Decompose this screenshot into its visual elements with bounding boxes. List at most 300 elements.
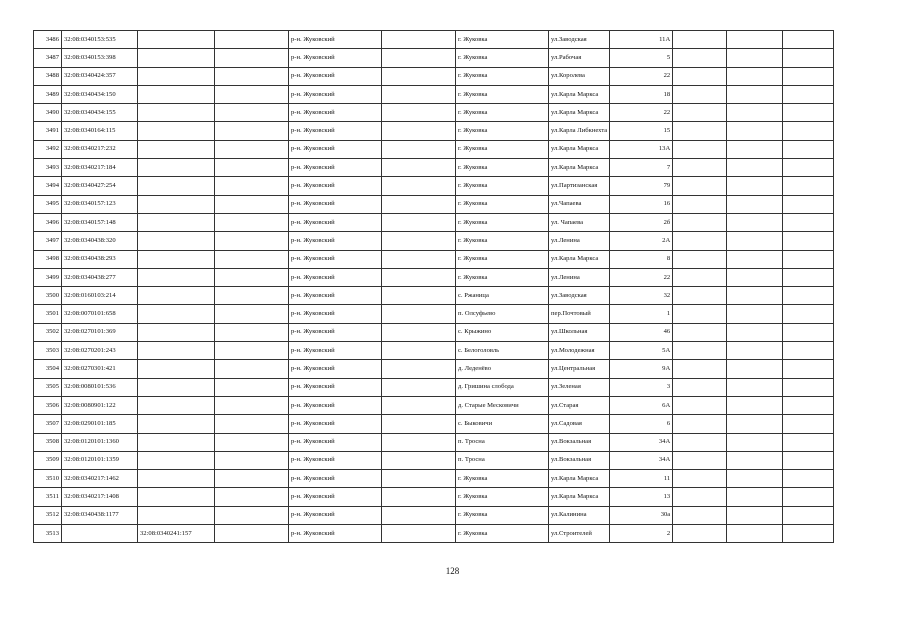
row-number-cell: 3504	[34, 360, 62, 378]
house-number-cell: 11А	[610, 31, 673, 49]
table-row	[34, 85, 834, 103]
row-number-cell: 3490	[34, 104, 62, 122]
row-number-cell: 3488	[34, 67, 62, 85]
table-row	[34, 396, 834, 414]
empty-cell	[215, 323, 289, 341]
empty-cell	[382, 268, 456, 286]
empty-cell	[727, 177, 783, 195]
street-cell: ул.Калинина	[549, 506, 610, 524]
empty-cell	[382, 213, 456, 231]
cadastral-number-cell: 32:08:0270301:421	[62, 360, 138, 378]
empty-cell	[727, 323, 783, 341]
house-number-cell: 13А	[610, 140, 673, 158]
empty-cell	[783, 177, 834, 195]
cadastral-number-cell: 32:08:0340153:398	[62, 49, 138, 67]
empty-cell	[673, 506, 727, 524]
row-number-cell: 3501	[34, 305, 62, 323]
locality-cell: г. Жуковка	[456, 506, 549, 524]
locality-cell: г. Жуковка	[456, 49, 549, 67]
street-cell: ул.Карла Маркса	[549, 85, 610, 103]
table-row	[34, 360, 834, 378]
empty-cell	[673, 488, 727, 506]
empty-cell	[727, 122, 783, 140]
street-cell: ул. Чапаева	[549, 213, 610, 231]
empty-cell	[673, 250, 727, 268]
locality-cell: д. Леденёво	[456, 360, 549, 378]
table-row	[34, 323, 834, 341]
empty-cell	[783, 415, 834, 433]
table-row	[34, 415, 834, 433]
empty-cell	[382, 305, 456, 323]
locality-cell: г. Жуковка	[456, 232, 549, 250]
cadastral-number-cell: 32:08:0340438:1177	[62, 506, 138, 524]
locality-cell: с. Ржаница	[456, 287, 549, 305]
empty-cell	[783, 67, 834, 85]
empty-cell	[783, 360, 834, 378]
empty-cell	[382, 232, 456, 250]
empty-cell	[783, 85, 834, 103]
empty-cell	[382, 433, 456, 451]
cadastral-number-cell: 32:08:0340217:184	[62, 159, 138, 177]
district-cell: р-н. Жуковский	[289, 506, 382, 524]
empty-cell	[215, 159, 289, 177]
previous-cadastral-number-cell	[138, 488, 215, 506]
empty-cell	[673, 342, 727, 360]
previous-cadastral-number-cell	[138, 415, 215, 433]
empty-cell	[673, 451, 727, 469]
locality-cell: г. Жуковка	[456, 213, 549, 231]
previous-cadastral-number-cell	[138, 451, 215, 469]
district-cell: р-н. Жуковский	[289, 268, 382, 286]
house-number-cell: 7	[610, 159, 673, 177]
table-row	[34, 177, 834, 195]
district-cell: р-н. Жуковский	[289, 488, 382, 506]
house-number-cell: 3	[610, 378, 673, 396]
empty-cell	[215, 360, 289, 378]
district-cell: р-н. Жуковский	[289, 85, 382, 103]
empty-cell	[673, 378, 727, 396]
empty-cell	[783, 470, 834, 488]
row-number-cell: 3493	[34, 159, 62, 177]
district-cell: р-н. Жуковский	[289, 323, 382, 341]
empty-cell	[727, 378, 783, 396]
empty-cell	[783, 49, 834, 67]
table-row	[34, 433, 834, 451]
district-cell: р-н. Жуковский	[289, 360, 382, 378]
district-cell: р-н. Жуковский	[289, 177, 382, 195]
house-number-cell: 11	[610, 470, 673, 488]
empty-cell	[215, 488, 289, 506]
table-row	[34, 506, 834, 524]
district-cell: р-н. Жуковский	[289, 396, 382, 414]
empty-cell	[727, 451, 783, 469]
empty-cell	[215, 396, 289, 414]
house-number-cell: 32	[610, 287, 673, 305]
empty-cell	[727, 104, 783, 122]
district-cell: р-н. Жуковский	[289, 470, 382, 488]
empty-cell	[783, 305, 834, 323]
previous-cadastral-number-cell	[138, 506, 215, 524]
empty-cell	[382, 525, 456, 543]
previous-cadastral-number-cell	[138, 378, 215, 396]
empty-cell	[783, 396, 834, 414]
district-cell: р-н. Жуковский	[289, 195, 382, 213]
previous-cadastral-number-cell: 32:08:0340241:157	[138, 525, 215, 543]
empty-cell	[727, 525, 783, 543]
street-cell: ул.Садовая	[549, 415, 610, 433]
empty-cell	[215, 268, 289, 286]
empty-cell	[673, 159, 727, 177]
cadastral-number-cell: 32:08:0340438:277	[62, 268, 138, 286]
empty-cell	[727, 159, 783, 177]
district-cell: р-н. Жуковский	[289, 305, 382, 323]
locality-cell: г. Жуковка	[456, 177, 549, 195]
previous-cadastral-number-cell	[138, 85, 215, 103]
register-rows	[34, 31, 834, 543]
empty-cell	[673, 67, 727, 85]
table-row	[34, 140, 834, 158]
table-row	[34, 488, 834, 506]
empty-cell	[673, 195, 727, 213]
locality-cell: п. Тросна	[456, 433, 549, 451]
table-row	[34, 287, 834, 305]
previous-cadastral-number-cell	[138, 433, 215, 451]
locality-cell: г. Жуковка	[456, 85, 549, 103]
district-cell: р-н. Жуковский	[289, 67, 382, 85]
empty-cell	[215, 104, 289, 122]
house-number-cell: 30а	[610, 506, 673, 524]
empty-cell	[783, 506, 834, 524]
empty-cell	[727, 140, 783, 158]
district-cell: р-н. Жуковский	[289, 31, 382, 49]
district-cell: р-н. Жуковский	[289, 451, 382, 469]
empty-cell	[673, 415, 727, 433]
street-cell: ул.Карла Маркса	[549, 250, 610, 268]
empty-cell	[783, 232, 834, 250]
empty-cell	[783, 104, 834, 122]
cadastral-number-cell: 32:08:0340438:320	[62, 232, 138, 250]
previous-cadastral-number-cell	[138, 159, 215, 177]
empty-cell	[783, 451, 834, 469]
previous-cadastral-number-cell	[138, 213, 215, 231]
empty-cell	[727, 85, 783, 103]
district-cell: р-н. Жуковский	[289, 378, 382, 396]
row-number-cell: 3495	[34, 195, 62, 213]
empty-cell	[727, 268, 783, 286]
empty-cell	[215, 122, 289, 140]
page-number: 128	[445, 566, 460, 576]
empty-cell	[783, 31, 834, 49]
house-number-cell: 34А	[610, 433, 673, 451]
cadastral-number-cell: 32:08:0340153:535	[62, 31, 138, 49]
locality-cell: с. Быковичи	[456, 415, 549, 433]
empty-cell	[215, 213, 289, 231]
street-cell: ул.Карла Маркса	[549, 159, 610, 177]
empty-cell	[215, 85, 289, 103]
previous-cadastral-number-cell	[138, 342, 215, 360]
house-number-cell: 5А	[610, 342, 673, 360]
previous-cadastral-number-cell	[138, 104, 215, 122]
empty-cell	[382, 195, 456, 213]
empty-cell	[673, 104, 727, 122]
empty-cell	[727, 360, 783, 378]
house-number-cell: 16	[610, 195, 673, 213]
empty-cell	[783, 213, 834, 231]
house-number-cell: 22	[610, 67, 673, 85]
house-number-cell: 2А	[610, 232, 673, 250]
cadastral-number-cell: 32:08:0290101:185	[62, 415, 138, 433]
empty-cell	[215, 49, 289, 67]
locality-cell: п. Олсуфьево	[456, 305, 549, 323]
previous-cadastral-number-cell	[138, 195, 215, 213]
street-cell: ул.Карла Маркса	[549, 104, 610, 122]
table-row	[34, 305, 834, 323]
street-cell: ул.Королева	[549, 67, 610, 85]
locality-cell: г. Жуковка	[456, 488, 549, 506]
empty-cell	[215, 67, 289, 85]
table-row	[34, 232, 834, 250]
empty-cell	[783, 195, 834, 213]
empty-cell	[727, 250, 783, 268]
row-number-cell: 3502	[34, 323, 62, 341]
cadastral-number-cell: 32:08:0340164:115	[62, 122, 138, 140]
locality-cell: д. Старые Месковичи	[456, 396, 549, 414]
table-row	[34, 195, 834, 213]
district-cell: р-н. Жуковский	[289, 525, 382, 543]
empty-cell	[215, 195, 289, 213]
district-cell: р-н. Жуковский	[289, 159, 382, 177]
empty-cell	[673, 433, 727, 451]
row-number-cell: 3487	[34, 49, 62, 67]
empty-cell	[215, 433, 289, 451]
register-table	[33, 30, 834, 543]
empty-cell	[727, 470, 783, 488]
empty-cell	[727, 305, 783, 323]
previous-cadastral-number-cell	[138, 67, 215, 85]
empty-cell	[382, 159, 456, 177]
empty-cell	[215, 177, 289, 195]
empty-cell	[673, 360, 727, 378]
row-number-cell: 3499	[34, 268, 62, 286]
locality-cell: г. Жуковка	[456, 159, 549, 177]
house-number-cell: 6А	[610, 396, 673, 414]
locality-cell: г. Жуковка	[456, 31, 549, 49]
table-row	[34, 213, 834, 231]
empty-cell	[215, 342, 289, 360]
empty-cell	[783, 323, 834, 341]
table-row	[34, 31, 834, 49]
empty-cell	[783, 287, 834, 305]
row-number-cell: 3489	[34, 85, 62, 103]
table-row	[34, 451, 834, 469]
house-number-cell: 22	[610, 104, 673, 122]
house-number-cell: 8	[610, 250, 673, 268]
district-cell: р-н. Жуковский	[289, 433, 382, 451]
table-row	[34, 378, 834, 396]
table-row	[34, 250, 834, 268]
previous-cadastral-number-cell	[138, 305, 215, 323]
empty-cell	[783, 159, 834, 177]
locality-cell: п. Тросна	[456, 451, 549, 469]
house-number-cell: 1	[610, 305, 673, 323]
empty-cell	[727, 287, 783, 305]
locality-cell: с. Белоголовль	[456, 342, 549, 360]
street-cell: ул.Карла Маркса	[549, 470, 610, 488]
empty-cell	[382, 31, 456, 49]
locality-cell: г. Жуковка	[456, 104, 549, 122]
street-cell: ул.Рабочая	[549, 49, 610, 67]
cadastral-number-cell: 32:08:0340434:155	[62, 104, 138, 122]
empty-cell	[727, 232, 783, 250]
empty-cell	[783, 140, 834, 158]
row-number-cell: 3498	[34, 250, 62, 268]
street-cell: ул.Ленина	[549, 268, 610, 286]
row-number-cell: 3496	[34, 213, 62, 231]
locality-cell: г. Жуковка	[456, 67, 549, 85]
empty-cell	[727, 433, 783, 451]
house-number-cell: 79	[610, 177, 673, 195]
row-number-cell: 3503	[34, 342, 62, 360]
empty-cell	[783, 525, 834, 543]
empty-cell	[783, 342, 834, 360]
previous-cadastral-number-cell	[138, 122, 215, 140]
cadastral-number-cell: 32:08:0120101:1359	[62, 451, 138, 469]
empty-cell	[783, 433, 834, 451]
row-number-cell: 3507	[34, 415, 62, 433]
row-number-cell: 3506	[34, 396, 62, 414]
house-number-cell: 22	[610, 268, 673, 286]
empty-cell	[215, 250, 289, 268]
row-number-cell: 3510	[34, 470, 62, 488]
empty-cell	[727, 396, 783, 414]
cadastral-number-cell: 32:08:0270101:369	[62, 323, 138, 341]
street-cell: ул.Молодежная	[549, 342, 610, 360]
empty-cell	[382, 67, 456, 85]
house-number-cell: 9А	[610, 360, 673, 378]
locality-cell: с. Крыжино	[456, 323, 549, 341]
cadastral-number-cell: 32:08:0340434:150	[62, 85, 138, 103]
house-number-cell: 13	[610, 488, 673, 506]
empty-cell	[382, 287, 456, 305]
cadastral-number-cell: 32:08:0080101:536	[62, 378, 138, 396]
street-cell: ул.Заводская	[549, 31, 610, 49]
empty-cell	[215, 232, 289, 250]
district-cell: р-н. Жуковский	[289, 250, 382, 268]
empty-cell	[727, 49, 783, 67]
cadastral-number-cell: 32:08:0340427:254	[62, 177, 138, 195]
table-row	[34, 49, 834, 67]
locality-cell: г. Жуковка	[456, 140, 549, 158]
cadastral-number-cell: 32:08:0340217:1462	[62, 470, 138, 488]
empty-cell	[727, 506, 783, 524]
locality-cell: г. Жуковка	[456, 250, 549, 268]
row-number-cell: 3491	[34, 122, 62, 140]
previous-cadastral-number-cell	[138, 177, 215, 195]
empty-cell	[382, 415, 456, 433]
empty-cell	[727, 213, 783, 231]
empty-cell	[673, 122, 727, 140]
district-cell: р-н. Жуковский	[289, 287, 382, 305]
house-number-cell: 2	[610, 525, 673, 543]
row-number-cell: 3497	[34, 232, 62, 250]
empty-cell	[673, 140, 727, 158]
empty-cell	[783, 268, 834, 286]
district-cell: р-н. Жуковский	[289, 140, 382, 158]
empty-cell	[215, 31, 289, 49]
empty-cell	[673, 287, 727, 305]
empty-cell	[382, 342, 456, 360]
row-number-cell: 3494	[34, 177, 62, 195]
row-number-cell: 3512	[34, 506, 62, 524]
empty-cell	[215, 525, 289, 543]
previous-cadastral-number-cell	[138, 396, 215, 414]
empty-cell	[215, 506, 289, 524]
empty-cell	[382, 140, 456, 158]
empty-cell	[382, 85, 456, 103]
empty-cell	[727, 31, 783, 49]
district-cell: р-н. Жуковский	[289, 232, 382, 250]
house-number-cell: 18	[610, 85, 673, 103]
empty-cell	[673, 31, 727, 49]
table-row	[34, 470, 834, 488]
house-number-cell: 6	[610, 415, 673, 433]
locality-cell: г. Жуковка	[456, 268, 549, 286]
cadastral-number-cell	[62, 525, 138, 543]
empty-cell	[382, 250, 456, 268]
previous-cadastral-number-cell	[138, 323, 215, 341]
locality-cell: д. Гришина слобода	[456, 378, 549, 396]
empty-cell	[673, 305, 727, 323]
house-number-cell: 5	[610, 49, 673, 67]
empty-cell	[673, 49, 727, 67]
empty-cell	[215, 305, 289, 323]
locality-cell: г. Жуковка	[456, 470, 549, 488]
table-row	[34, 159, 834, 177]
empty-cell	[727, 67, 783, 85]
row-number-cell: 3486	[34, 31, 62, 49]
district-cell: р-н. Жуковский	[289, 342, 382, 360]
house-number-cell: 15	[610, 122, 673, 140]
cadastral-number-cell: 32:08:0340157:148	[62, 213, 138, 231]
empty-cell	[673, 85, 727, 103]
previous-cadastral-number-cell	[138, 268, 215, 286]
cadastral-number-cell: 32:08:0160103:214	[62, 287, 138, 305]
empty-cell	[382, 396, 456, 414]
street-cell: ул.Строителей	[549, 525, 610, 543]
empty-cell	[382, 506, 456, 524]
previous-cadastral-number-cell	[138, 31, 215, 49]
empty-cell	[382, 488, 456, 506]
street-cell: ул.Ленина	[549, 232, 610, 250]
street-cell: ул.Вокзальная	[549, 433, 610, 451]
empty-cell	[382, 177, 456, 195]
empty-cell	[215, 378, 289, 396]
locality-cell: г. Жуковка	[456, 525, 549, 543]
street-cell: ул.Заводская	[549, 287, 610, 305]
district-cell: р-н. Жуковский	[289, 104, 382, 122]
empty-cell	[727, 415, 783, 433]
street-cell: ул.Зеленая	[549, 378, 610, 396]
cadastral-number-cell: 32:08:0080901:122	[62, 396, 138, 414]
cadastral-number-cell: 32:08:0340424:357	[62, 67, 138, 85]
empty-cell	[673, 396, 727, 414]
row-number-cell: 3500	[34, 287, 62, 305]
empty-cell	[673, 232, 727, 250]
empty-cell	[727, 342, 783, 360]
empty-cell	[783, 122, 834, 140]
empty-cell	[673, 213, 727, 231]
cadastral-number-cell: 32:08:0340438:293	[62, 250, 138, 268]
